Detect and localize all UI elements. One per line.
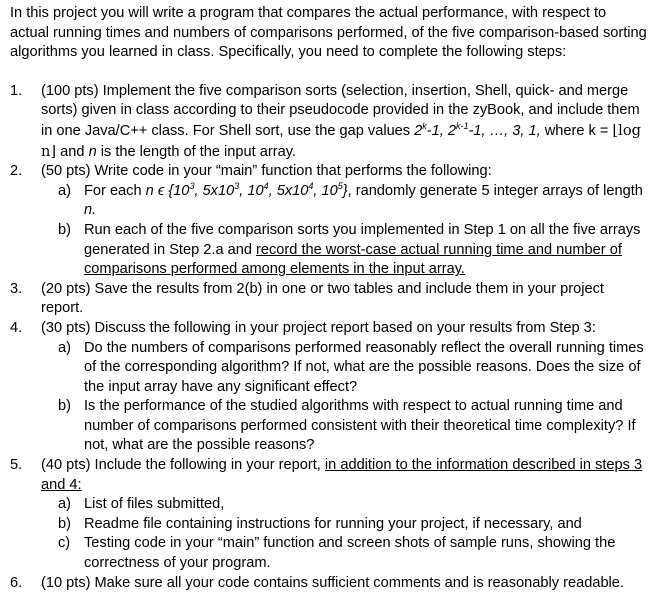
step-text: (20 pts) Save the results from 2(b) in one or two tables and include them in your project report. <box>41 280 604 317</box>
step-3 <box>10 280 647 319</box>
substep-letter: b) <box>58 515 71 532</box>
step-2 <box>10 162 647 280</box>
substep-5c <box>10 534 647 573</box>
substep-4b <box>10 397 647 456</box>
step-text: (30 pts) Discuss the following in your project report based on your results from Step 3: <box>41 319 596 336</box>
step-number: 6. <box>10 574 23 591</box>
substep-5b <box>10 515 647 535</box>
step-number: 3. <box>10 280 23 297</box>
intro-paragraph: In this project you will write a program that compares the actual performance, with respect to actual running times and numbers of comparisons performed, of the five comparison-based sorting algorithms you learned in class. Specifically, you need to complete the following steps: <box>10 5 647 61</box>
steps-list <box>10 82 647 593</box>
substep-letter: b) <box>58 398 71 415</box>
underlined-text: record the worst-case actual running time and number of comparisons performed among elements in the input array. <box>84 241 622 278</box>
substep-letter: a) <box>58 496 71 513</box>
substep-2b <box>10 221 647 280</box>
substep-text: For each n ϵ {$10^3$, $5x10^3$, $10^4$, $5x10^4$, $10^5$}, randomly generate 5 integer arrays of length n. <box>84 180 643 219</box>
substep-5a <box>10 495 647 515</box>
step-6 <box>10 574 647 594</box>
substep-text: List of files submitted, <box>84 496 225 513</box>
step-text: (100 pts) Implement the five comparison sorts (selection, insertion, Shell, quick- and merge sorts) given in class according to their pseudocode provided in the zyBook, and include them in one Java/C++ class. For Shell sort, use the gap values 2$^k$-1, 2$^{k-1}$-1, …, 3, 1, where k = ⌊log n⌋ and n is the length of the input array. <box>41 82 641 160</box>
substep-text: Run each of the five comparison sorts you implemented in Step 1 on all the five arrays generated in Step 2.a and record the worst-case actual running time and number of comparisons performed among elements in the input array. <box>84 221 641 278</box>
step-text: (10 pts) Make sure all your code contains sufficient comments and is reasonably readable. <box>41 574 624 591</box>
substep-letter: b) <box>58 221 71 238</box>
step-text: (40 pts) Include the following in your report, in addition to the information described in steps 3 and 4: <box>41 457 643 493</box>
substep-letter: a) <box>58 182 71 199</box>
substep-text: Readme file containing instructions for running your project, if necessary, and <box>84 515 582 532</box>
step-4 <box>10 319 647 456</box>
step-5 <box>10 456 647 574</box>
step-number: 2. <box>10 163 23 180</box>
step-number: 4. <box>10 319 23 336</box>
substep-4a <box>10 339 647 398</box>
substep-text: Is the performance of the studied algorithms with respect to actual running time and number of comparisons performed consistent with their theoretical time complexity? If not, what are the possible reasons? <box>84 398 636 454</box>
substep-text: Testing code in your “main” function and screen shots of sample runs, showing the correctness of your program. <box>84 535 616 572</box>
substep-2a <box>10 182 647 221</box>
substep-letter: c) <box>58 535 71 552</box>
underlined-text: in addition to the information described in steps 3 and 4: <box>41 457 643 493</box>
floor-log-n: ⌊log n⌋ <box>41 121 641 160</box>
step-number: 5. <box>10 457 23 474</box>
substep-letter: a) <box>58 339 71 356</box>
substep-text: Do the numbers of comparisons performed reasonably reflect the overall running times of the corresponding algorithm? If not, what are the possible reasons. Does the size of the input array have any significant effect? <box>84 339 644 395</box>
step-text: (50 pts) Write code in your “main” function that performs the following: <box>41 163 492 180</box>
step-1 <box>10 82 647 162</box>
step-number: 1. <box>10 82 23 99</box>
